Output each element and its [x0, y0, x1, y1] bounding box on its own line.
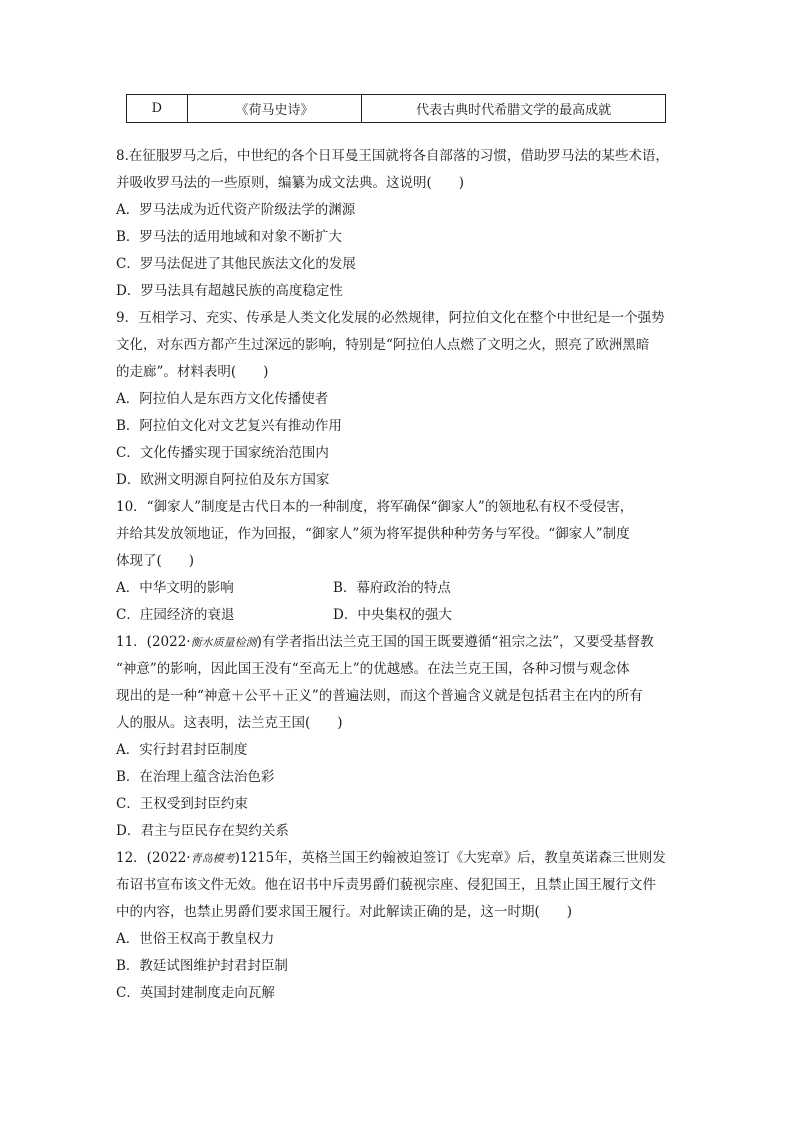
- option-a: A．实行封君封臣制度: [116, 742, 248, 758]
- question-stem-line: 体现了( ): [116, 553, 195, 569]
- option-a: A．世俗王权高于教皇权力: [116, 931, 275, 947]
- option-b: B．阿拉伯文化对文艺复兴有推动作用: [116, 418, 342, 434]
- question-number: 12．(2022·: [116, 850, 191, 866]
- question-stem-line: 中的内容，也禁止男爵们要求国王履行。对此解读正确的是，这一时期( ): [116, 904, 573, 920]
- question-stem-line: 9．互相学习、充实、传承是人类文化发展的必然规律，阿拉伯文化在整个中世纪是一个强势: [116, 310, 665, 326]
- table-cell-work: 《荷马史诗》: [187, 95, 362, 123]
- option-d: D．罗马法具有超越民族的高度稳定性: [116, 283, 343, 299]
- question-stem-text: )1215年，英格兰国王约翰被迫签订《大宪章》后，教皇英诺森三世则发: [234, 850, 666, 866]
- question-stem-line: 8.在征服罗马之后，中世纪的各个日耳曼王国就将各自部落的习惯，借助罗马法的某些术语，: [116, 148, 669, 164]
- question-12: [116, 845, 681, 1007]
- question-source: 青岛模考: [190, 852, 235, 865]
- question-8: [116, 143, 681, 305]
- option-a: A．中华文明的影响: [116, 580, 234, 596]
- question-11: [116, 629, 681, 845]
- option-c: C．罗马法促进了其他民族法文化的发展: [116, 256, 356, 272]
- question-stem-line: 现出的是一种“神意＋公平＋正义”的普遍法则，而这个普遍含义就是包括君主在内的所有: [116, 688, 643, 704]
- question-list: [116, 143, 681, 1007]
- question-stem-line: 的走廊”。材料表明( ): [116, 364, 269, 380]
- option-c: C．庄园经济的衰退: [116, 607, 235, 623]
- option-b: B．罗马法的适用地域和对象不断扩大: [116, 229, 342, 245]
- option-a: A．阿拉伯人是东西方文化传播使者: [116, 391, 329, 407]
- option-b: B．教廷试图维护封君封臣制: [116, 958, 288, 974]
- question-stem-line: “神意”的影响，因此国王没有“至高无上”的优越感。在法兰克王国，各种习惯与观念体: [116, 661, 630, 677]
- question-stem-line: 人的服从。这表明，法兰克王国( ): [116, 715, 343, 731]
- option-b: B．在治理上蕴含法治色彩: [116, 769, 275, 785]
- question-stem-line: [116, 629, 681, 656]
- options-table: [126, 94, 666, 123]
- question-9: [116, 305, 681, 494]
- question-10: [116, 494, 681, 629]
- option-c: C．王权受到封臣约束: [116, 796, 248, 812]
- question-stem-line: 并吸收罗马法的一些原则，编纂为成文法典。这说明( ): [116, 175, 465, 191]
- option-row: [116, 602, 681, 629]
- question-stem-text: )有学者指出法兰克王国的国王既要遵循“祖宗之法”，又要受基督教: [256, 634, 654, 650]
- option-b: B．幕府政治的特点: [333, 580, 451, 596]
- question-stem-line: 布诏书宣布该文件无效。他在诏书中斥责男爵们藐视宗座、侵犯国王，且禁止国王履行文件: [116, 877, 656, 893]
- option-d: D．欧洲文明源自阿拉伯及东方国家: [116, 472, 330, 488]
- option-d: D．中央集权的强大: [333, 607, 452, 623]
- option-a: A．罗马法成为近代资产阶级法学的渊源: [116, 202, 356, 218]
- question-stem-line: 并给其发放领地证，作为回报，“御家人”须为将军提供种种劳务与军役。“御家人”制度: [116, 526, 630, 542]
- option-c: C．英国封建制度走向瓦解: [116, 985, 275, 1001]
- question-source: 衡水质量检测: [190, 636, 257, 649]
- option-d: D．君主与臣民存在契约关系: [116, 823, 289, 839]
- table-cell-option: D: [127, 95, 188, 123]
- table-cell-description: 代表古典时代希腊文学的最高成就: [362, 95, 666, 123]
- question-stem-line: 文化，对东西方都产生过深远的影响，特别是“阿拉伯人点燃了文明之火，照亮了欧洲黑暗: [116, 337, 650, 353]
- question-stem-line: 10．“御家人”制度是古代日本的一种制度，将军确保“御家人”的领地私有权不受侵害，: [116, 499, 634, 515]
- question-stem-line: [116, 845, 681, 872]
- option-row: [116, 575, 681, 602]
- option-c: C．文化传播实现于国家统治范围内: [116, 445, 329, 461]
- table-row: [127, 95, 666, 123]
- question-number: 11．(2022·: [116, 634, 191, 650]
